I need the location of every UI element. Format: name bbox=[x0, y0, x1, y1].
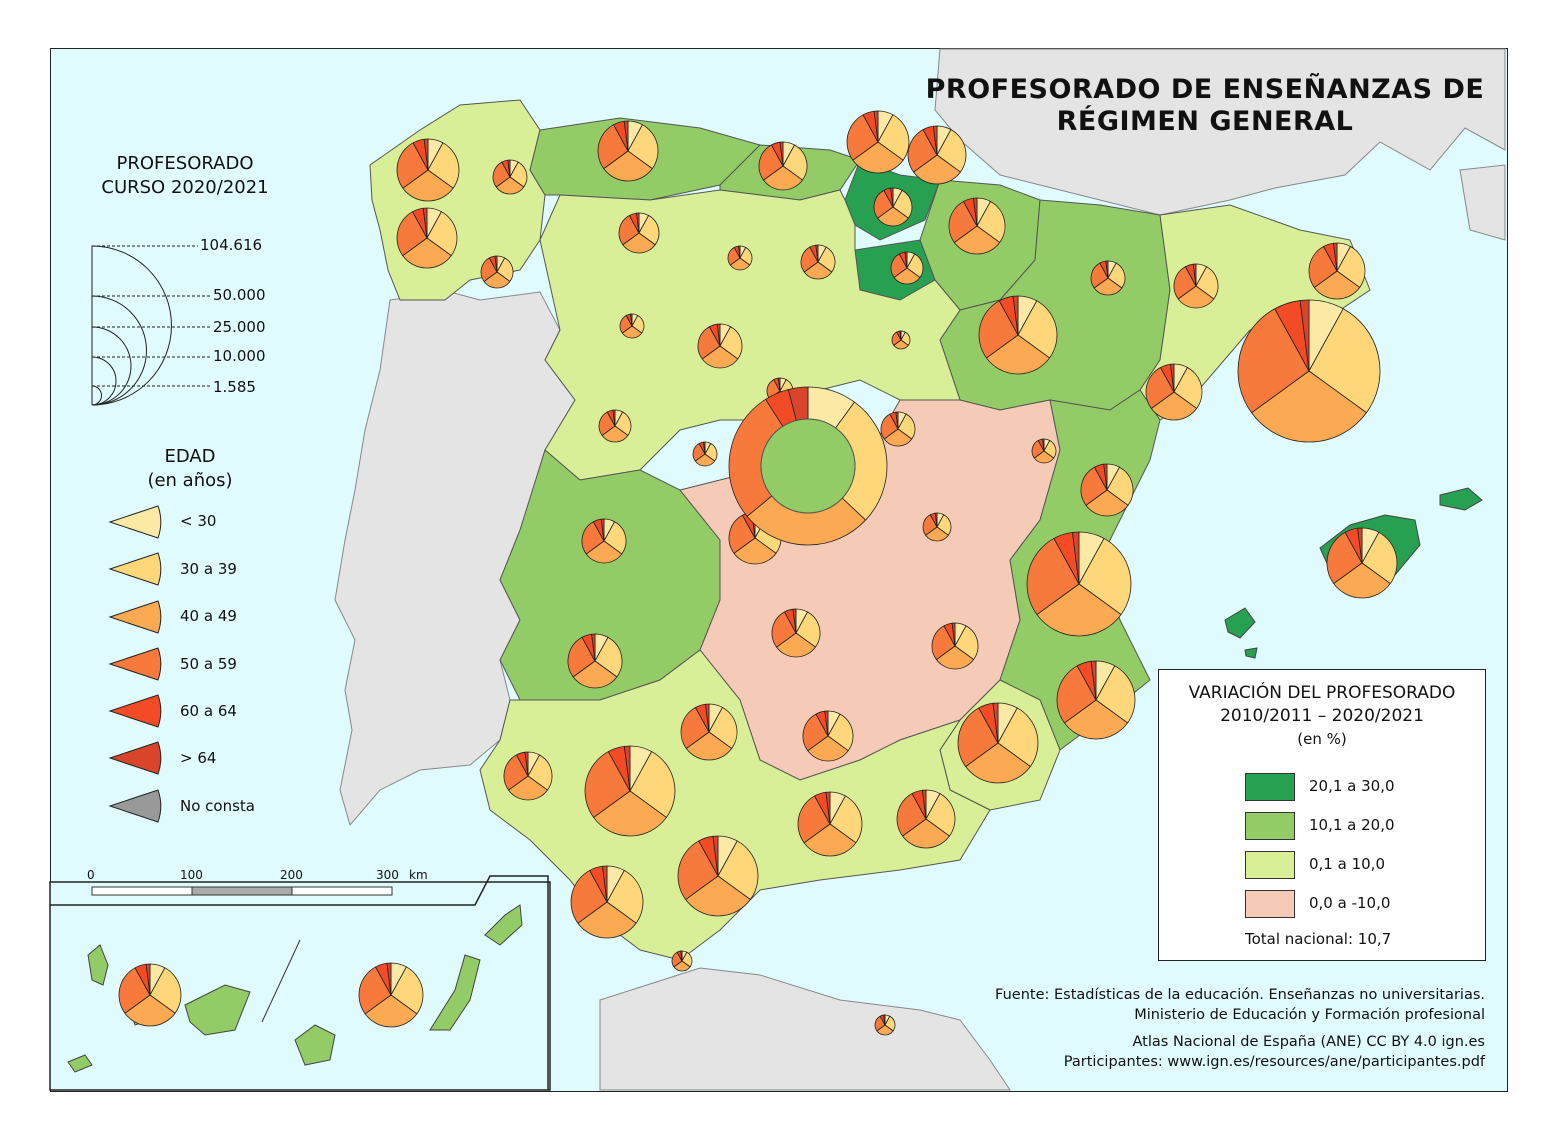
variation-total: Total nacional: 10,7 bbox=[1245, 930, 1392, 948]
age-legend-title-line2: (en años) bbox=[147, 470, 233, 491]
variation-class-3-label: 0,1 a 10,0 bbox=[1309, 855, 1385, 873]
scale-label-100: 100 bbox=[180, 868, 203, 882]
variation-legend-title-line2: 2010/2011 – 2020/2021 bbox=[1220, 706, 1424, 726]
france-corsica bbox=[1460, 165, 1505, 240]
scale-label-200: 200 bbox=[280, 868, 303, 882]
size-legend-circle-0 bbox=[92, 246, 171, 405]
age-legend-wedge-6 bbox=[110, 790, 161, 822]
scale-label-0: 0 bbox=[87, 868, 95, 882]
age-legend-label-no-consta: No consta bbox=[180, 797, 255, 815]
variation-class-4-swatch bbox=[1245, 890, 1295, 918]
size-legend-title-line2: CURSO 2020/2021 bbox=[101, 177, 269, 198]
variation-class-4-label: 0,0 a -10,0 bbox=[1309, 894, 1391, 912]
variation-class-1-label: 20,1 a 30,0 bbox=[1309, 777, 1395, 795]
age-legend-title-line1: EDAD bbox=[164, 446, 216, 467]
age-legend-wedge-3 bbox=[110, 648, 161, 680]
size-legend-circle-3 bbox=[92, 357, 116, 405]
variation-legend-title-line3: (en %) bbox=[1297, 730, 1347, 748]
size-legend-value-104616: 104.616 bbox=[200, 236, 263, 254]
menorca bbox=[1440, 488, 1482, 510]
source-line1: Fuente: Estadísticas de la educación. Enseñanzas no universitarias. bbox=[995, 987, 1485, 1003]
size-legend-graphic bbox=[92, 246, 211, 405]
size-legend-value-25000: 25.000 bbox=[213, 318, 266, 336]
source-text bbox=[995, 985, 1485, 1025]
age-legend-wedge-5 bbox=[110, 742, 161, 774]
variation-class-1-swatch bbox=[1245, 773, 1295, 801]
age-legend-graphic bbox=[110, 506, 161, 822]
variation-legend-title-line1: VARIACIÓN DEL PROFESORADO bbox=[1188, 683, 1456, 703]
variation-class-2-label: 10,1 a 20,0 bbox=[1309, 816, 1395, 834]
credits-line1: Atlas Nacional de España (ANE) CC BY 4.0 ign.es bbox=[1132, 1034, 1485, 1050]
size-legend-title bbox=[60, 152, 310, 200]
morocco-land bbox=[600, 968, 1010, 1090]
age-legend-wedge-1 bbox=[110, 553, 161, 585]
formentera bbox=[1245, 648, 1257, 658]
source-line2: Ministerio de Educación y Formación profesional bbox=[1134, 1007, 1485, 1023]
donut-hole-madrid bbox=[761, 419, 855, 513]
age-legend-wedge-4 bbox=[110, 695, 161, 727]
variation-legend-title bbox=[1159, 682, 1485, 751]
credits-line2: Participantes: www.ign.es/resources/ane/participantes.pdf bbox=[1063, 1054, 1485, 1070]
variation-class-3-swatch bbox=[1245, 851, 1295, 879]
variation-legend bbox=[1158, 669, 1486, 961]
map-title bbox=[905, 74, 1505, 138]
size-legend-circle-1 bbox=[92, 296, 146, 405]
age-legend-title bbox=[100, 445, 280, 493]
age-legend-label-30-39: 30 a 39 bbox=[180, 560, 237, 578]
region-galicia bbox=[370, 100, 545, 300]
scale-label-300: 300 bbox=[376, 868, 399, 882]
age-legend-label-over64: > 64 bbox=[180, 749, 217, 767]
age-legend-wedge-2 bbox=[110, 601, 161, 633]
scale-bar bbox=[92, 887, 392, 895]
variation-class-2-swatch bbox=[1245, 812, 1295, 840]
size-legend-title-line1: PROFESORADO bbox=[116, 153, 254, 174]
age-legend-wedge-0 bbox=[110, 506, 161, 538]
scale-unit: km bbox=[409, 868, 428, 882]
size-legend-value-1585: 1.585 bbox=[213, 378, 256, 396]
size-legend-symbols bbox=[92, 246, 113, 405]
size-legend-value-50000: 50.000 bbox=[213, 286, 266, 304]
credits-text bbox=[1064, 1032, 1485, 1072]
map-title-line2: RÉGIMEN GENERAL bbox=[1056, 106, 1354, 137]
size-legend-value-10000: 10.000 bbox=[213, 347, 266, 365]
age-legend-label-40-49: 40 a 49 bbox=[180, 607, 237, 625]
map-title-line1: PROFESORADO DE ENSEÑANZAS DE bbox=[925, 74, 1485, 105]
ibiza bbox=[1225, 608, 1255, 638]
age-legend-label-60-64: 60 a 64 bbox=[180, 702, 237, 720]
size-legend-circle-4 bbox=[92, 386, 102, 405]
age-legend-label-50-59: 50 a 59 bbox=[180, 655, 237, 673]
age-legend-label-under30: < 30 bbox=[180, 512, 217, 530]
madrid-donut-chart bbox=[729, 387, 887, 545]
